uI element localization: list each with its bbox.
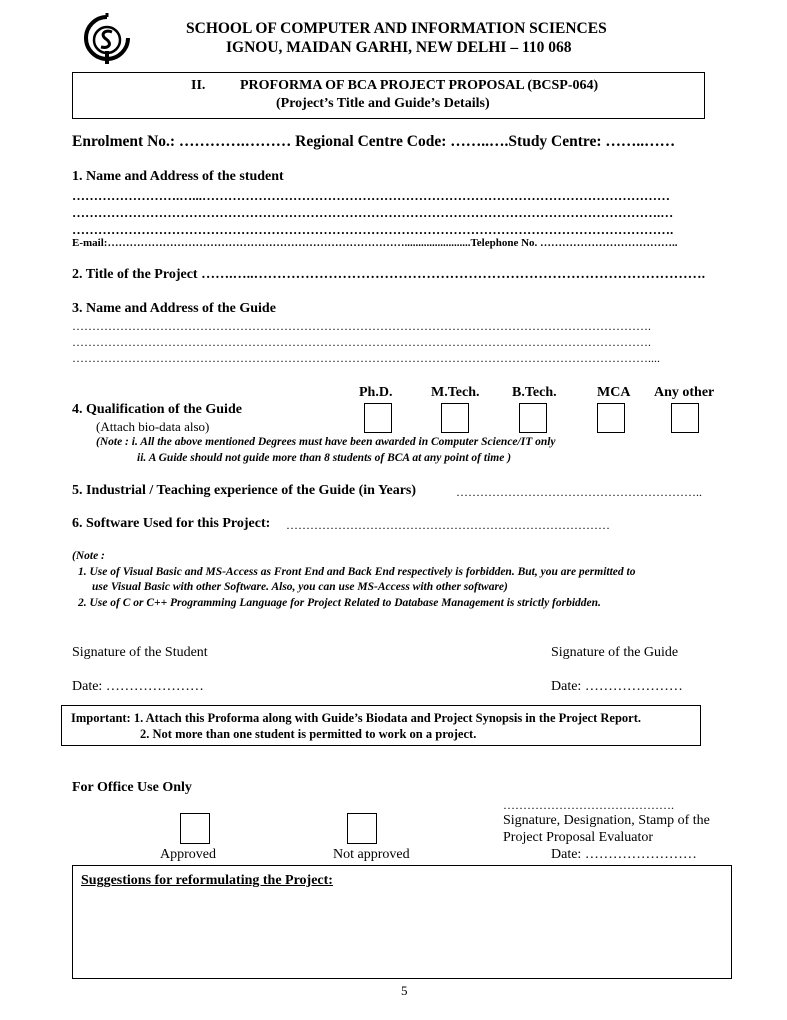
page-number: 5 xyxy=(401,983,408,998)
important-line-2: 2. Not more than one student is permitted to work on a project. xyxy=(140,727,477,741)
qualification-other-checkbox[interactable] xyxy=(671,403,699,433)
evaluator-date-field[interactable]: Date: …………………… xyxy=(551,847,697,862)
title-line2: (Project’s Title and Guide’s Details) xyxy=(276,96,490,111)
qualification-mca-checkbox[interactable] xyxy=(597,403,625,433)
evaluator-label-2: Project Proposal Evaluator xyxy=(503,830,654,845)
guide-signature-label: Signature of the Guide xyxy=(551,645,679,660)
important-line-1: Important: 1. Attach this Proforma along with Guide’s Biodata and Project Synopsis in the Project Report. xyxy=(71,711,642,725)
guide-date-field[interactable]: Date: ………………… xyxy=(551,679,683,694)
software-field[interactable]: ……………………………………………………………………… xyxy=(286,518,610,532)
student-address-line-1[interactable]: …………………….…...……………………………………………………………………………………………… xyxy=(72,188,670,203)
enrolment-line[interactable]: Enrolment No.: ………….……… Regional Centre Code: ……..….Study Centre: ……..…… xyxy=(72,133,676,150)
student-date-field[interactable]: Date: ………………… xyxy=(72,679,204,694)
section4-subtext: (Attach bio-data also) xyxy=(96,419,210,434)
section6-label: 6. Software Used for this Project: xyxy=(72,516,271,531)
evaluator-label-1: Signature, Designation, Stamp of the xyxy=(503,813,710,828)
qualification-phd-checkbox[interactable] xyxy=(364,403,392,433)
qualification-other-label: Any other xyxy=(654,385,715,400)
qualification-btech-label: B.Tech. xyxy=(512,385,557,400)
not-approved-checkbox[interactable] xyxy=(347,813,377,844)
section1-heading: 1. Name and Address of the student xyxy=(72,169,284,184)
office-use-heading: For Office Use Only xyxy=(72,780,192,795)
section4-heading: 4. Qualification of the Guide xyxy=(72,402,242,417)
qualification-phd-label: Ph.D. xyxy=(359,385,393,400)
note-1b: use Visual Basic with other Software. Also, you can use MS-Access with other software) xyxy=(92,581,508,593)
evaluator-signature-line[interactable]: ……………………………………. xyxy=(503,798,674,812)
qualification-btech-checkbox[interactable] xyxy=(519,403,547,433)
guide-address-line-2[interactable]: ………………………………………………………………………………………………………………………………. xyxy=(72,335,651,349)
approved-label: Approved xyxy=(160,847,216,862)
ignou-logo xyxy=(82,13,132,67)
note-2: 2. Use of C or C++ Programming Language for Project Related to Database Management is strictly forbidden. xyxy=(78,597,601,609)
title-line1: PROFORMA OF BCA PROJECT PROPOSAL (BCSP-064) xyxy=(240,78,599,93)
experience-field[interactable]: …………………………………………………….. xyxy=(456,485,702,499)
guide-address-line-3[interactable]: ……………………………………………………………………………………………………………………………….... xyxy=(72,351,660,365)
section5-label: 5. Industrial / Teaching experience of the Guide (in Years) xyxy=(72,483,417,498)
not-approved-label: Not approved xyxy=(333,847,410,862)
note-1a: 1. Use of Visual Basic and MS-Access as Front End and Back End respectively is forbidden. But, you are permitted to xyxy=(78,566,636,578)
school-address: IGNOU, MAIDAN GARHI, NEW DELHI – 110 068 xyxy=(226,39,572,56)
student-address-line-2[interactable]: ……………………………………………………………………………………………………………………….… xyxy=(72,205,674,220)
guide-address-line-1[interactable]: ………………………………………………………………………………………………………………………………. xyxy=(72,319,651,333)
approved-checkbox[interactable] xyxy=(180,813,210,844)
title-number: II. xyxy=(191,78,206,93)
section4-note-2: ii. A Guide should not guide more than 8 students of BCA at any point of time ) xyxy=(137,452,512,464)
student-signature-label: Signature of the Student xyxy=(72,645,208,660)
qualification-mca-label: MCA xyxy=(597,385,631,400)
suggestions-heading: Suggestions for reformulating the Project: xyxy=(81,873,333,888)
email-telephone-row[interactable]: E-mail:………………………………………………………………………........................Telephone No. ……………………………….. xyxy=(72,237,678,249)
section3-heading: 3. Name and Address of the Guide xyxy=(72,301,276,316)
project-title-field[interactable]: 2. Title of the Project …….…..……………………………………………………………………………………. xyxy=(72,267,706,282)
qualification-mtech-checkbox[interactable] xyxy=(441,403,469,433)
school-name: SCHOOL OF COMPUTER AND INFORMATION SCIENCES xyxy=(186,20,607,37)
student-address-line-3[interactable]: …………………………………………………………………………………………………………………………. xyxy=(72,222,674,237)
qualification-mtech-label: M.Tech. xyxy=(431,385,480,400)
notes-heading: (Note : xyxy=(72,550,105,562)
section4-note-1: (Note : i. All the above mentioned Degrees must have been awarded in Computer Science/IT only xyxy=(96,436,556,448)
